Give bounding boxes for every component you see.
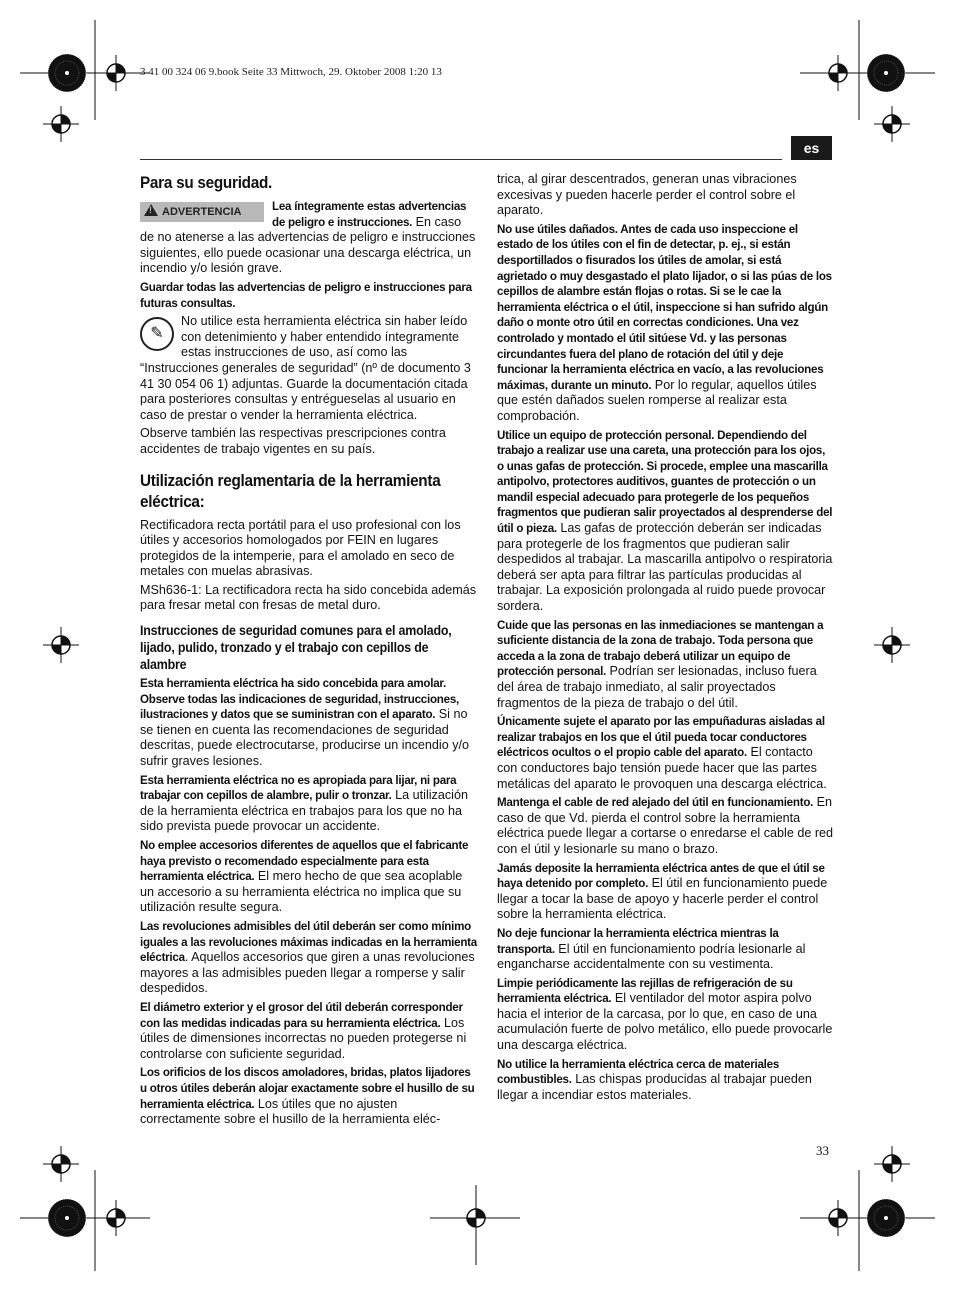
language-tab: es	[791, 136, 832, 160]
top-rule	[140, 159, 782, 160]
paragraph: Esta herramienta eléctrica ha sido concebida para amolar. Observe todas las indicaciones de seguridad, instrucciones, ilustraciones y datos que se suministran con el aparato. Si no se tienen en cuenta las recomendaciones de seguridad descritas, puede electrocutarse, producirse un incendio y/o sufrir graves lesiones.	[140, 677, 470, 769]
paragraph: Esta herramienta eléctrica no es apropiada para lijar, ni para trabajar con cepillos de alambre, pulir o tronzar. La utilización de la herramienta eléctrica en trabajos para los que no ha sido prevista puede provocar un accidente.	[140, 773, 468, 834]
paragraph: No deje funcionar la herramienta eléctrica mientras la transporta. El útil en funcionamiento podría lesionarle al engancharse accidentalmente con su vestimenta.	[497, 926, 806, 972]
warning-badge: ! ADVERTENCIA	[140, 202, 264, 222]
paragraph: Mantenga el cable de red alejado del útil en funcionamiento. En caso de que Vd. pierda el control sobre la herramienta eléctrica puede llegar a cortarse o enredarse el cable de red con el útil y lesionarle su mano o brazo.	[497, 795, 834, 856]
paragraph: Únicamente sujete el aparato por las empuñaduras aisladas al realizar trabajos en los que el útil pueda tocar conductores eléctricos ocultos o el propio cable del aparato. El contacto con conductores bajo tensión puede hacer que las partes metálicas del aparato le provoquen una descarga eléctrica.	[497, 715, 827, 791]
manual-block	[140, 314, 478, 423]
paragraph: No use útiles dañados. Antes de cada uso inspeccione el estado de los útiles con el fin de detectar, p. ej., si están desportillados o fisurados los útiles de amolar, si está agrietado o muy desgastado el plato lijador, o si las púas de los cepillos de alambre están flojas o rotas. Si se le cae la herramienta eléctrica o el útil, inspeccione si han sufrido algún daño o monte otro útil en correctas condiciones. Una vez controlado y montado el útil sitúese Vd. y las personas circundantes fuera del plano de rotación del útil y deje funcionar la herramienta eléctrica en vacío, a las revoluciones máximas, durante un minuto. Por lo regular, aquellos útiles que estén dañados suelen romperse al realizar esta comprobación.	[497, 222, 832, 423]
print-header: 3 41 00 324 06 9.book Seite 33 Mittwoch, 29. Oktober 2008 1:20 13	[140, 66, 442, 78]
right-column	[497, 172, 834, 1106]
paragraph: No emplee accesorios diferentes de aquellos que el fabricante haya previsto o recomendado especialmente para esta herramienta eléctrica. El mero hecho de que sea acoplable un accesorio a su herramienta eléctrica no implica que su utilización resulte segura.	[140, 839, 469, 915]
read-manual-icon: ✎	[140, 317, 174, 351]
paragraph: Jamás deposite la herramienta eléctrica antes de que el útil se haya detenido por completo. El útil en funcionamiento puede llegar a tocar la base de apoyo y hacerle perder el control sobre la herramienta eléctrica.	[497, 861, 828, 922]
heading-safety: Para su seguridad.	[140, 173, 273, 192]
paragraph: Guardar todas las advertencias de peligro e instrucciones para futuras consultas.	[140, 280, 472, 310]
paragraph: Lea íntegramente estas advertencias de peligro e instrucciones. En caso de no atenerse a las advertencias de peligro e instrucciones siguientes, ello puede ocasionar una descarga eléctrica, un incendio y/o lesión grave.	[140, 200, 476, 276]
warning-triangle-icon: !	[144, 204, 158, 216]
paragraph: Los orificios de los discos amoladores, bridas, platos lijadores u otros útiles deberán alojar exactamente sobre el husillo de su herramienta eléctrica. Los útiles que no ajusten correctamente sobre el husillo de la herramienta eléc-	[140, 1066, 475, 1127]
paragraph: No utilice esta herramienta eléctrica sin haber leído con detenimiento y haber entendido íntegramente estas instrucciones de uso, así como las “Instrucciones generales de seguridad” (nº de documento 3 41 30 054 06 1) adjuntas. Guarde la documentación citada para posteriores consultas y entrégueselas al usuario en caso de prestar o vender la herramienta eléctrica.	[140, 314, 471, 422]
paragraph: Cuide que las personas en las inmediaciones se mantengan a suficiente distancia de la zona de trabajo. Toda persona que acceda a la zona de trabajo deberá utilizar un equipo de protección personal. Podrían ser lesionadas, incluso fuera del área de trabajo inmediato, al salir proyectados fragmentos de la pieza de trabajo o del útil.	[497, 618, 824, 710]
heading-intended-use: Utilización reglamentaria de la herramienta eléctrica:	[140, 470, 441, 511]
paragraph: No utilice la herramienta eléctrica cerca de materiales combustibles. Las chispas producidas al trabajar pueden llegar a incendiar estos materiales.	[497, 1057, 812, 1102]
heading-instructions: Instrucciones de seguridad comunes para el amolado, lijado, pulido, tronzado y el trabajo con cepillos de alambre	[140, 623, 452, 673]
paragraph: Limpie periódicamente las rejillas de refrigeración de su herramienta eléctrica. El ventilador del motor aspira polvo hacia el interior de la carcasa, por lo que, en caso de una acumulación fuerte de polvo metálico, ello puede provocarle una descarga eléctrica.	[497, 976, 833, 1053]
paragraph: Utilice un equipo de protección personal. Dependiendo del trabajo a realizar use una careta, una protección para los ojos, o unas gafas de protección. Si procede, emplee una mascarilla antipolvo, protectores auditivos, guantes de protección o un mandil especial adecuado para protegerle de los pequeños fragmentos que pudieran salir proyectados al desprenderse del útil o pieza. Las gafas de protección deberán ser indicadas para protegerle de los fragmentos que pudieran salir despedidos al trabajar. La mascarilla antipolvo o respiratoria deberá ser apta para filtrar las partículas producidas al trabajar. La exposición prolongada al ruido puede provocar sordera.	[497, 428, 833, 614]
paragraph: Las revoluciones admisibles del útil deberán ser como mínimo iguales a las revoluciones máximas indicadas en la herramienta eléctrica. Aquellos accesorios que giren a unas revoluciones mayores a las admisibles pueden llegar a romperse y salir despedidos.	[140, 919, 477, 996]
paragraph: trica, al girar descentrados, generan unas vibraciones excesivas y pueden hacerle perder el control sobre el aparato.	[497, 172, 797, 218]
paragraph: El diámetro exterior y el grosor del útil deberán corresponder con las medidas indicadas para su herramienta eléctrica. Los útiles de dimensiones incorrectas no pueden protegerse ni controlarse con suficiente seguridad.	[140, 1000, 467, 1061]
page-number: 33	[816, 1143, 829, 1158]
paragraph: MSh636-1: La rectificadora recta ha sido concebida además para fresar metal con fresas de metal duro.	[140, 582, 477, 613]
paragraph: Observe también las respectivas prescripciones contra accidentes de trabajo vigentes en su país.	[140, 426, 446, 456]
left-column	[140, 172, 478, 1131]
warning-block	[140, 199, 478, 277]
paragraph: Rectificadora recta portátil para el uso profesional con los útiles y accesorios homologados por FEIN en lugares protegidos de la intemperie, para el amolado en seco de metales con muelas abrasivas.	[140, 517, 461, 579]
